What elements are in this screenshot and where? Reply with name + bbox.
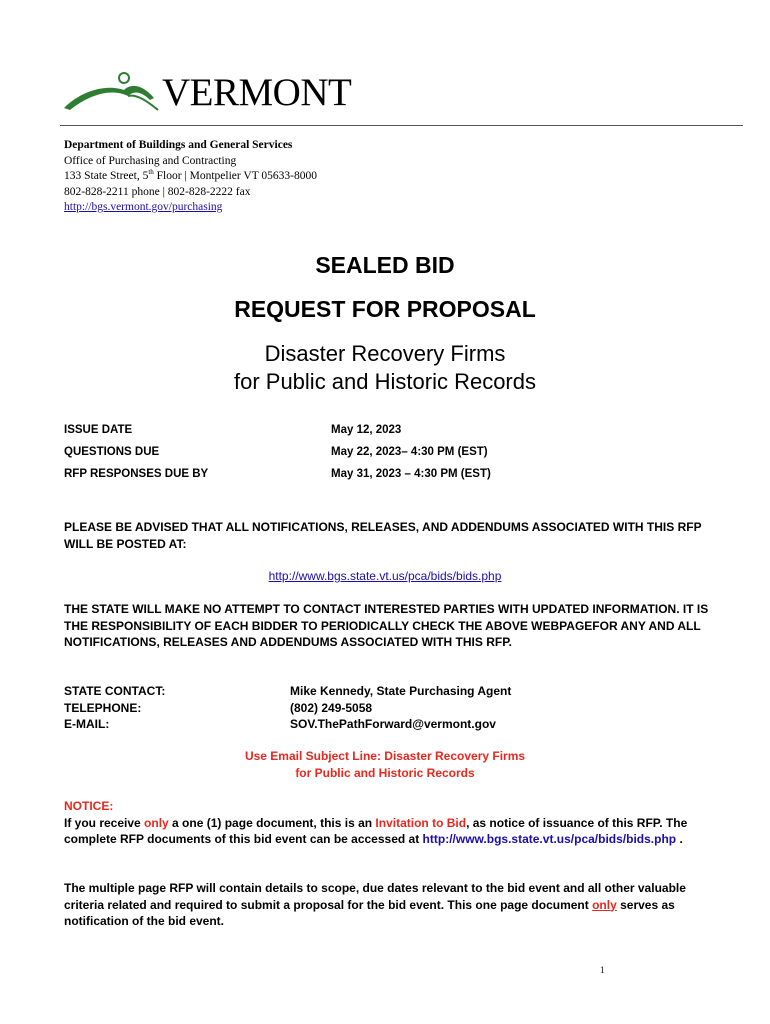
vermont-logo — [62, 70, 352, 116]
title-sealed-bid: SEALED BID — [315, 252, 455, 278]
contact-value: Mike Kennedy, State Purchasing Agent — [290, 684, 512, 698]
office-name: Office of Purchasing and Contracting — [64, 154, 237, 167]
title-rfp: REQUEST FOR PROPOSAL — [234, 296, 536, 322]
department-name: Department of Buildings and General Services — [64, 139, 293, 151]
contact-label: TELEPHONE: — [64, 700, 142, 715]
title-subject: Disaster Recovery Firms for Public and Historic Records — [233, 341, 536, 394]
contact-label: E-MAIL: — [64, 717, 110, 731]
state-notice-paragraph: THE STATE WILL MAKE NO ATTEMPT TO CONTACT INTERESTED PARTIES WITH UPDATED INFORMATION. IT IS THE RESPONSIBILITY OF EACH BIDDER TO PERIODICALLY CHECK THE ABOVE WEBPAGEFOR ANY AND ALL NOTIFICATIONS, RELEASES AND ADDENDUMS ASSOCIATED WITH THIS RFP. — [64, 602, 709, 649]
notice-block — [64, 798, 714, 848]
header-divider — [60, 125, 743, 126]
department-block — [64, 138, 317, 216]
date-label: RFP RESPONSES DUE BY — [64, 468, 209, 480]
mountain-icon — [62, 70, 162, 116]
date-value: May 31, 2023 – 4:30 PM (EST) — [331, 468, 491, 480]
bids-link[interactable]: http://www.bgs.state.vt.us/pca/bids/bids.php — [268, 569, 502, 583]
address: 133 State Street, 5th Floor | Montpelier VT 05633-8000 — [64, 168, 317, 182]
page-number: 1 — [600, 965, 605, 975]
date-label: QUESTIONS DUE — [64, 446, 160, 458]
notice-paragraph: If you receive only a one (1) page document, this is an Invitation to Bid, as notice of issuance of this RFP. The complete RFP documents of this bid event can be accessed at http://www.bgs.state.vt.us/pca/bids/bids.php . — [64, 815, 688, 846]
date-value: May 22, 2023– 4:30 PM (EST) — [331, 446, 488, 458]
notice-bids-link[interactable]: http://www.bgs.state.vt.us/pca/bids/bids.php — [422, 832, 677, 846]
purchasing-link[interactable]: http://bgs.vermont.gov/purchasing — [64, 201, 223, 213]
date-label: ISSUE DATE — [64, 424, 133, 436]
phone-fax: 802-828-2211 phone | 802-828-2222 fax — [64, 185, 251, 198]
contact-label: STATE CONTACT: — [64, 684, 166, 698]
contact-value: (802) 249-5058 — [290, 700, 373, 715]
advised-paragraph: PLEASE BE ADVISED THAT ALL NOTIFICATIONS, RELEASES, AND ADDENDUMS ASSOCIATED WITH THIS RFP WILL BE POSTED AT: — [64, 520, 702, 551]
logo-wordmark: VERMONT — [162, 71, 352, 114]
date-value: May 12, 2023 — [331, 424, 402, 436]
multi-page-paragraph: The multiple page RFP will contain details to scope, due dates relevant to the bid event and all other valuable criteria related and required to submit a proposal for the bid event. This one page document only serves as notification of the bid event. — [64, 881, 686, 928]
contact-email[interactable]: SOV.ThePathForward@vermont.gov — [290, 717, 496, 731]
email-subject-instruction: Use Email Subject Line: Disaster Recovery Firms for Public and Historic Records — [244, 749, 526, 780]
notice-heading: NOTICE: — [64, 799, 114, 813]
